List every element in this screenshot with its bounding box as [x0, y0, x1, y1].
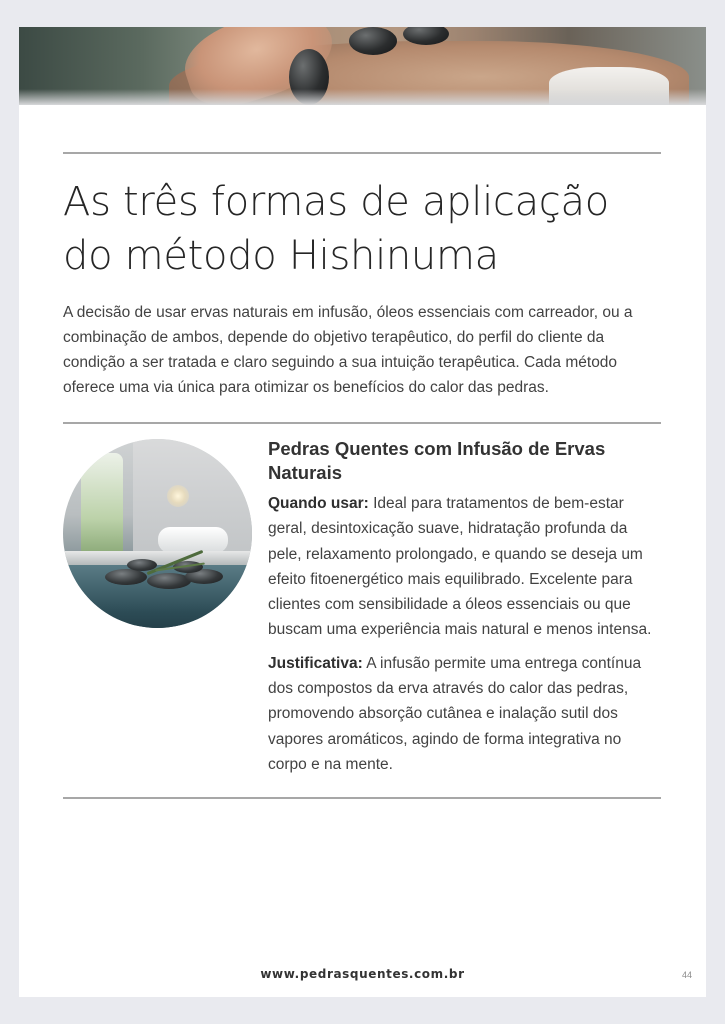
- when-to-use-paragraph: [268, 491, 664, 643]
- hot-stone-massage-banner-image: [19, 27, 706, 105]
- section-heading: Pedras Quentes com Infusão de Ervas Naturais: [268, 438, 606, 483]
- intro-paragraph: A decisão de usar ervas naturais em infusão, óleos essenciais com carreador, ou a combinação de ambos, depende do objetivo terapêutico, do perfil do cliente da condição a ser tratada e claro seguindo a sua intuição terapêutica. Cada método oferece uma via única para otimizar os benefícios do calor das pedras.: [63, 304, 633, 396]
- photo-window: [81, 453, 123, 563]
- justification-paragraph: [268, 651, 664, 777]
- section-divider: [63, 422, 661, 424]
- page-title: As três formas de aplicação do método Hishinuma: [63, 179, 609, 279]
- justification-text: A infusão permite uma entrega contínua dos compostos da erva através do calor das pedras, promovendo absorção cutânea e inalação sutil dos vapores aromáticos, agindo de forma integrativa no corpo e na mente.: [268, 654, 642, 773]
- rolled-towels: [158, 527, 228, 553]
- hot-stone-icon: [349, 27, 397, 55]
- justification-label: Justificativa:: [268, 654, 363, 672]
- when-to-use-label: Quando usar:: [268, 495, 369, 512]
- when-to-use-text: Ideal para tratamentos de bem-estar geral, desintoxicação suave, hidratação profunda da pele, relaxamento prolongado, e quando se deseja um efeito fitoenergético mais equilibrado. Excelente para clientes com sensibilidade a óleos essenciais ou que buscam uma experiência mais natural e menos intensa.: [268, 495, 652, 639]
- bottom-divider: [63, 797, 661, 799]
- top-divider: [63, 152, 661, 154]
- candle-glow: [167, 485, 189, 507]
- stone-icon: [105, 569, 147, 585]
- spa-pool-stones-image: [63, 439, 252, 628]
- document-page: [19, 27, 706, 997]
- banner-floor: [19, 89, 706, 105]
- footer-website: www.pedrasquentes.com.br: [260, 967, 465, 981]
- method-section: [268, 437, 664, 785]
- page-number: 44: [681, 970, 692, 980]
